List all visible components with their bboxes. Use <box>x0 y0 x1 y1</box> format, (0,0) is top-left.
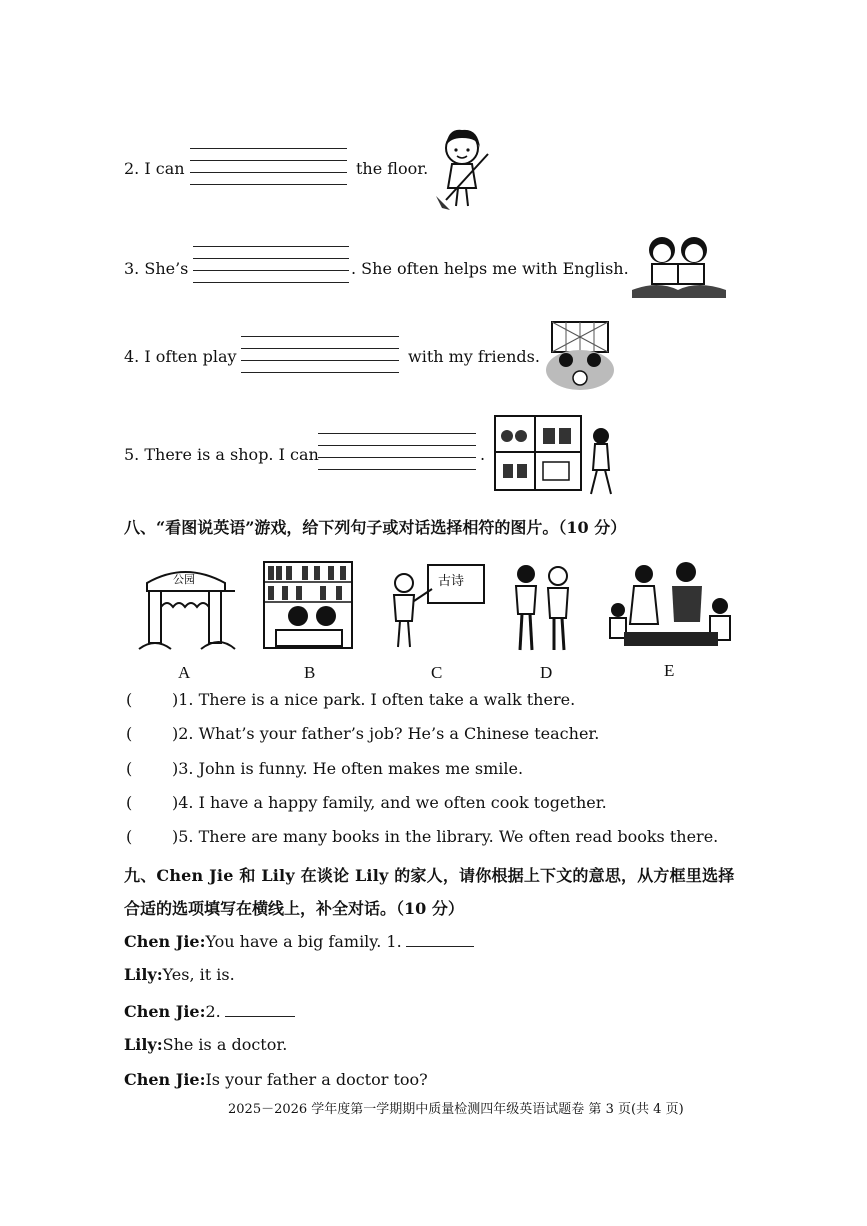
girl-sweeping-picture <box>428 124 500 210</box>
dialog-line-1 <box>124 930 474 951</box>
picture-e-family-cooking <box>604 560 736 652</box>
label-c: C <box>431 663 443 682</box>
item-4-prefix: 4. I often play <box>124 347 237 366</box>
dialog-line-2 <box>124 965 235 984</box>
item-4-suffix: with my friends. <box>408 347 540 366</box>
answer-paren-2[interactable]: ( <box>126 724 133 743</box>
answer-paren-1[interactable]: ( <box>126 690 133 709</box>
blank-1[interactable] <box>406 930 474 947</box>
dialog-text-1: You have a big family. 1. <box>205 932 402 951</box>
label-b: B <box>304 663 316 682</box>
picture-b-library <box>262 560 354 652</box>
answer-paren-3[interactable]: ( <box>126 759 133 778</box>
item-2-suffix: the floor. <box>356 159 429 178</box>
speaker-lily: Lily: <box>124 965 163 984</box>
label-d: D <box>540 663 553 682</box>
item-4-answer-lines[interactable] <box>241 336 399 384</box>
answer-paren-5[interactable]: ( <box>126 827 133 846</box>
dialog-text-3: 2. <box>205 1002 221 1021</box>
page-footer: 2025－2026 学年度第一学期期中质量检测四年级英语试题卷 第 3 页(共 4 页) <box>228 1102 684 1117</box>
picture-d-two-boys <box>512 560 578 654</box>
question-4: )4. I have a happy family, and we often cook together. <box>172 793 607 812</box>
label-a: A <box>178 663 191 682</box>
item-2-answer-lines[interactable] <box>190 148 347 196</box>
dialog-text-4: She is a doctor. <box>162 1035 288 1054</box>
item-5-suffix: . <box>480 445 486 464</box>
question-1: )1. There is a nice park. I often take a walk there. <box>172 690 576 709</box>
item-5-answer-lines[interactable] <box>318 433 476 481</box>
question-3: )3. John is funny. He often makes me smile. <box>172 759 524 778</box>
item-2-prefix: 2. I can <box>124 159 185 178</box>
item-5-prefix: 5. There is a shop. I can <box>124 445 319 464</box>
speaker-chen-jie: Chen Jie: <box>124 1070 206 1089</box>
board-text: 古诗 <box>438 574 465 589</box>
item-3-suffix: . She often helps me with English. <box>351 259 629 278</box>
label-e: E <box>664 661 675 680</box>
item-3-prefix: 3. She’s <box>124 259 189 278</box>
dialog-line-4 <box>124 1035 287 1054</box>
speaker-chen-jie: Chen Jie: <box>124 1002 206 1021</box>
question-2: )2. What’s your father’s job? He’s a Chinese teacher. <box>172 724 600 743</box>
two-girls-reading-picture <box>628 230 730 300</box>
football-picture <box>544 320 616 392</box>
section-9-heading-line2: 合适的选项填写在横线上，补全对话。（10 分） <box>124 899 464 918</box>
dialog-text-5: Is your father a doctor too? <box>205 1070 428 1089</box>
speaker-lily: Lily: <box>124 1035 163 1054</box>
question-5: )5. There are many books in the library. We often read books there. <box>172 827 719 846</box>
picture-c-teacher <box>388 563 488 651</box>
picture-a-park <box>135 563 237 653</box>
dialog-text-2: Yes, it is. <box>162 965 235 984</box>
section-9-heading-line1: 九、Chen Jie 和 Lily 在谈论 Lily 的家人，请你根据上下文的意思，从方框里选择 <box>124 866 735 885</box>
answer-paren-4[interactable]: ( <box>126 793 133 812</box>
dialog-line-5 <box>124 1070 428 1089</box>
blank-2[interactable] <box>225 1000 295 1017</box>
shopping-picture <box>493 414 617 498</box>
park-sign-text: 公园 <box>173 573 195 586</box>
dialog-line-3 <box>124 1000 295 1021</box>
speaker-chen-jie: Chen Jie: <box>124 932 206 951</box>
item-3-answer-lines[interactable] <box>193 246 349 294</box>
section-8-heading: 八、“看图说英语”游戏，给下列句子或对话选择相符的图片。（10 分） <box>124 518 627 537</box>
